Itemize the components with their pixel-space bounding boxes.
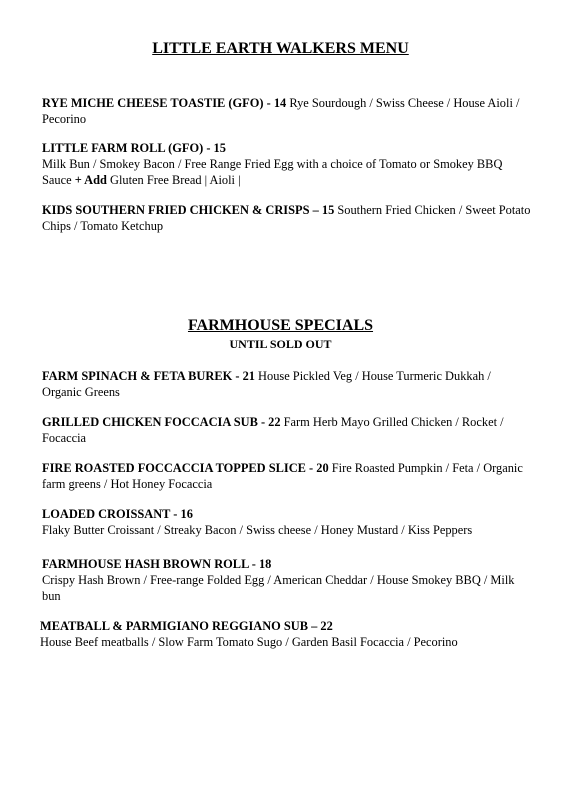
item-description: Farm Herb Mayo Grilled Chicken / Rocket / Focaccia [42,415,504,445]
menu-item-fire-roasted-slice [42,460,532,492]
item-separator: - [170,507,181,521]
item-price: 22 [268,415,281,429]
item-price: 16 [180,507,193,521]
specials-title: FARMHOUSE SPECIALS [187,317,374,334]
item-price: 14 [273,96,287,110]
menu-item-hash-brown-roll [42,556,532,604]
item-name: LOADED CROISSANT [42,507,171,521]
menu-item-grilled-chicken-sub [42,414,532,446]
menu-item-spinach-feta-burek [42,368,532,400]
menu-item-meatball-sub [40,618,530,650]
item-separator: - [257,415,269,429]
item-separator: - [232,369,243,383]
item-separator: - [203,141,214,155]
menu-item-little-farm-roll [42,140,532,188]
menu-item-loaded-croissant [42,506,532,538]
item-name: LITTLE FARM ROLL (GFO) [42,141,204,155]
specials-subtitle: UNTIL SOLD OUT [229,337,332,351]
item-name: FARM SPINACH & FETA BUREK [42,369,233,383]
item-description: Flaky Butter Croissant / Streaky Bacon / Swiss cheese / Honey Mustard / Kiss Peppers [42,523,473,537]
item-description: Crispy Hash Brown / Free-range Folded Egg / American Cheddar / House Smokey BBQ / Milk bun [42,573,515,603]
item-description: Rye Sourdough / Swiss Cheese / House Aioli / Pecorino [42,96,520,126]
item-description: House Beef meatballs / Slow Farm Tomato Sugo / Garden Basil Focaccia / Pecorino [40,635,458,649]
item-description: Southern Fried Chicken / Sweet Potato Chips / Tomato Ketchup [42,203,531,233]
item-add-label: + Add [74,173,107,187]
item-name: GRILLED CHICKEN FOCCACIA SUB [42,415,258,429]
item-separator: – [308,619,321,633]
menu-item-kids-southern-fried-chicken [42,202,532,234]
item-separator: - [305,461,317,475]
item-add-options: Gluten Free Bread | Aioli | [106,173,241,187]
item-name: FARMHOUSE HASH BROWN ROLL [42,557,249,571]
item-name: RYE MICHE CHEESE TOASTIE (GFO) [42,96,264,110]
item-price: 21 [242,369,255,383]
item-separator: - [248,557,259,571]
item-price: 20 [316,461,329,475]
menu-item-rye-miche-toastie [42,95,532,127]
item-description: Milk Bun / Smokey Bacon / Free Range Fried Egg with a choice of Tomato or Smokey BBQ Sauce [42,157,503,187]
item-price: 15 [321,203,335,217]
item-description: House Pickled Veg / House Turmeric Dukkah / Organic Greens [42,369,491,399]
kids-menu-title: LITTLE EARTH WALKERS MENU [152,40,409,57]
item-name: MEATBALL & PARMIGIANO REGGIANO SUB [40,619,309,633]
item-separator: – [309,203,322,217]
item-price: 18 [258,557,272,571]
item-name: KIDS SOUTHERN FRIED CHICKEN & CRISPS [42,203,310,217]
item-price: 15 [213,141,226,155]
item-separator: - [263,96,274,110]
item-description: Fire Roasted Pumpkin / Feta / Organic farm greens / Hot Honey Focaccia [42,461,523,491]
item-name: FIRE ROASTED FOCCACCIA TOPPED SLICE [42,461,306,475]
item-price: 22 [320,619,333,633]
